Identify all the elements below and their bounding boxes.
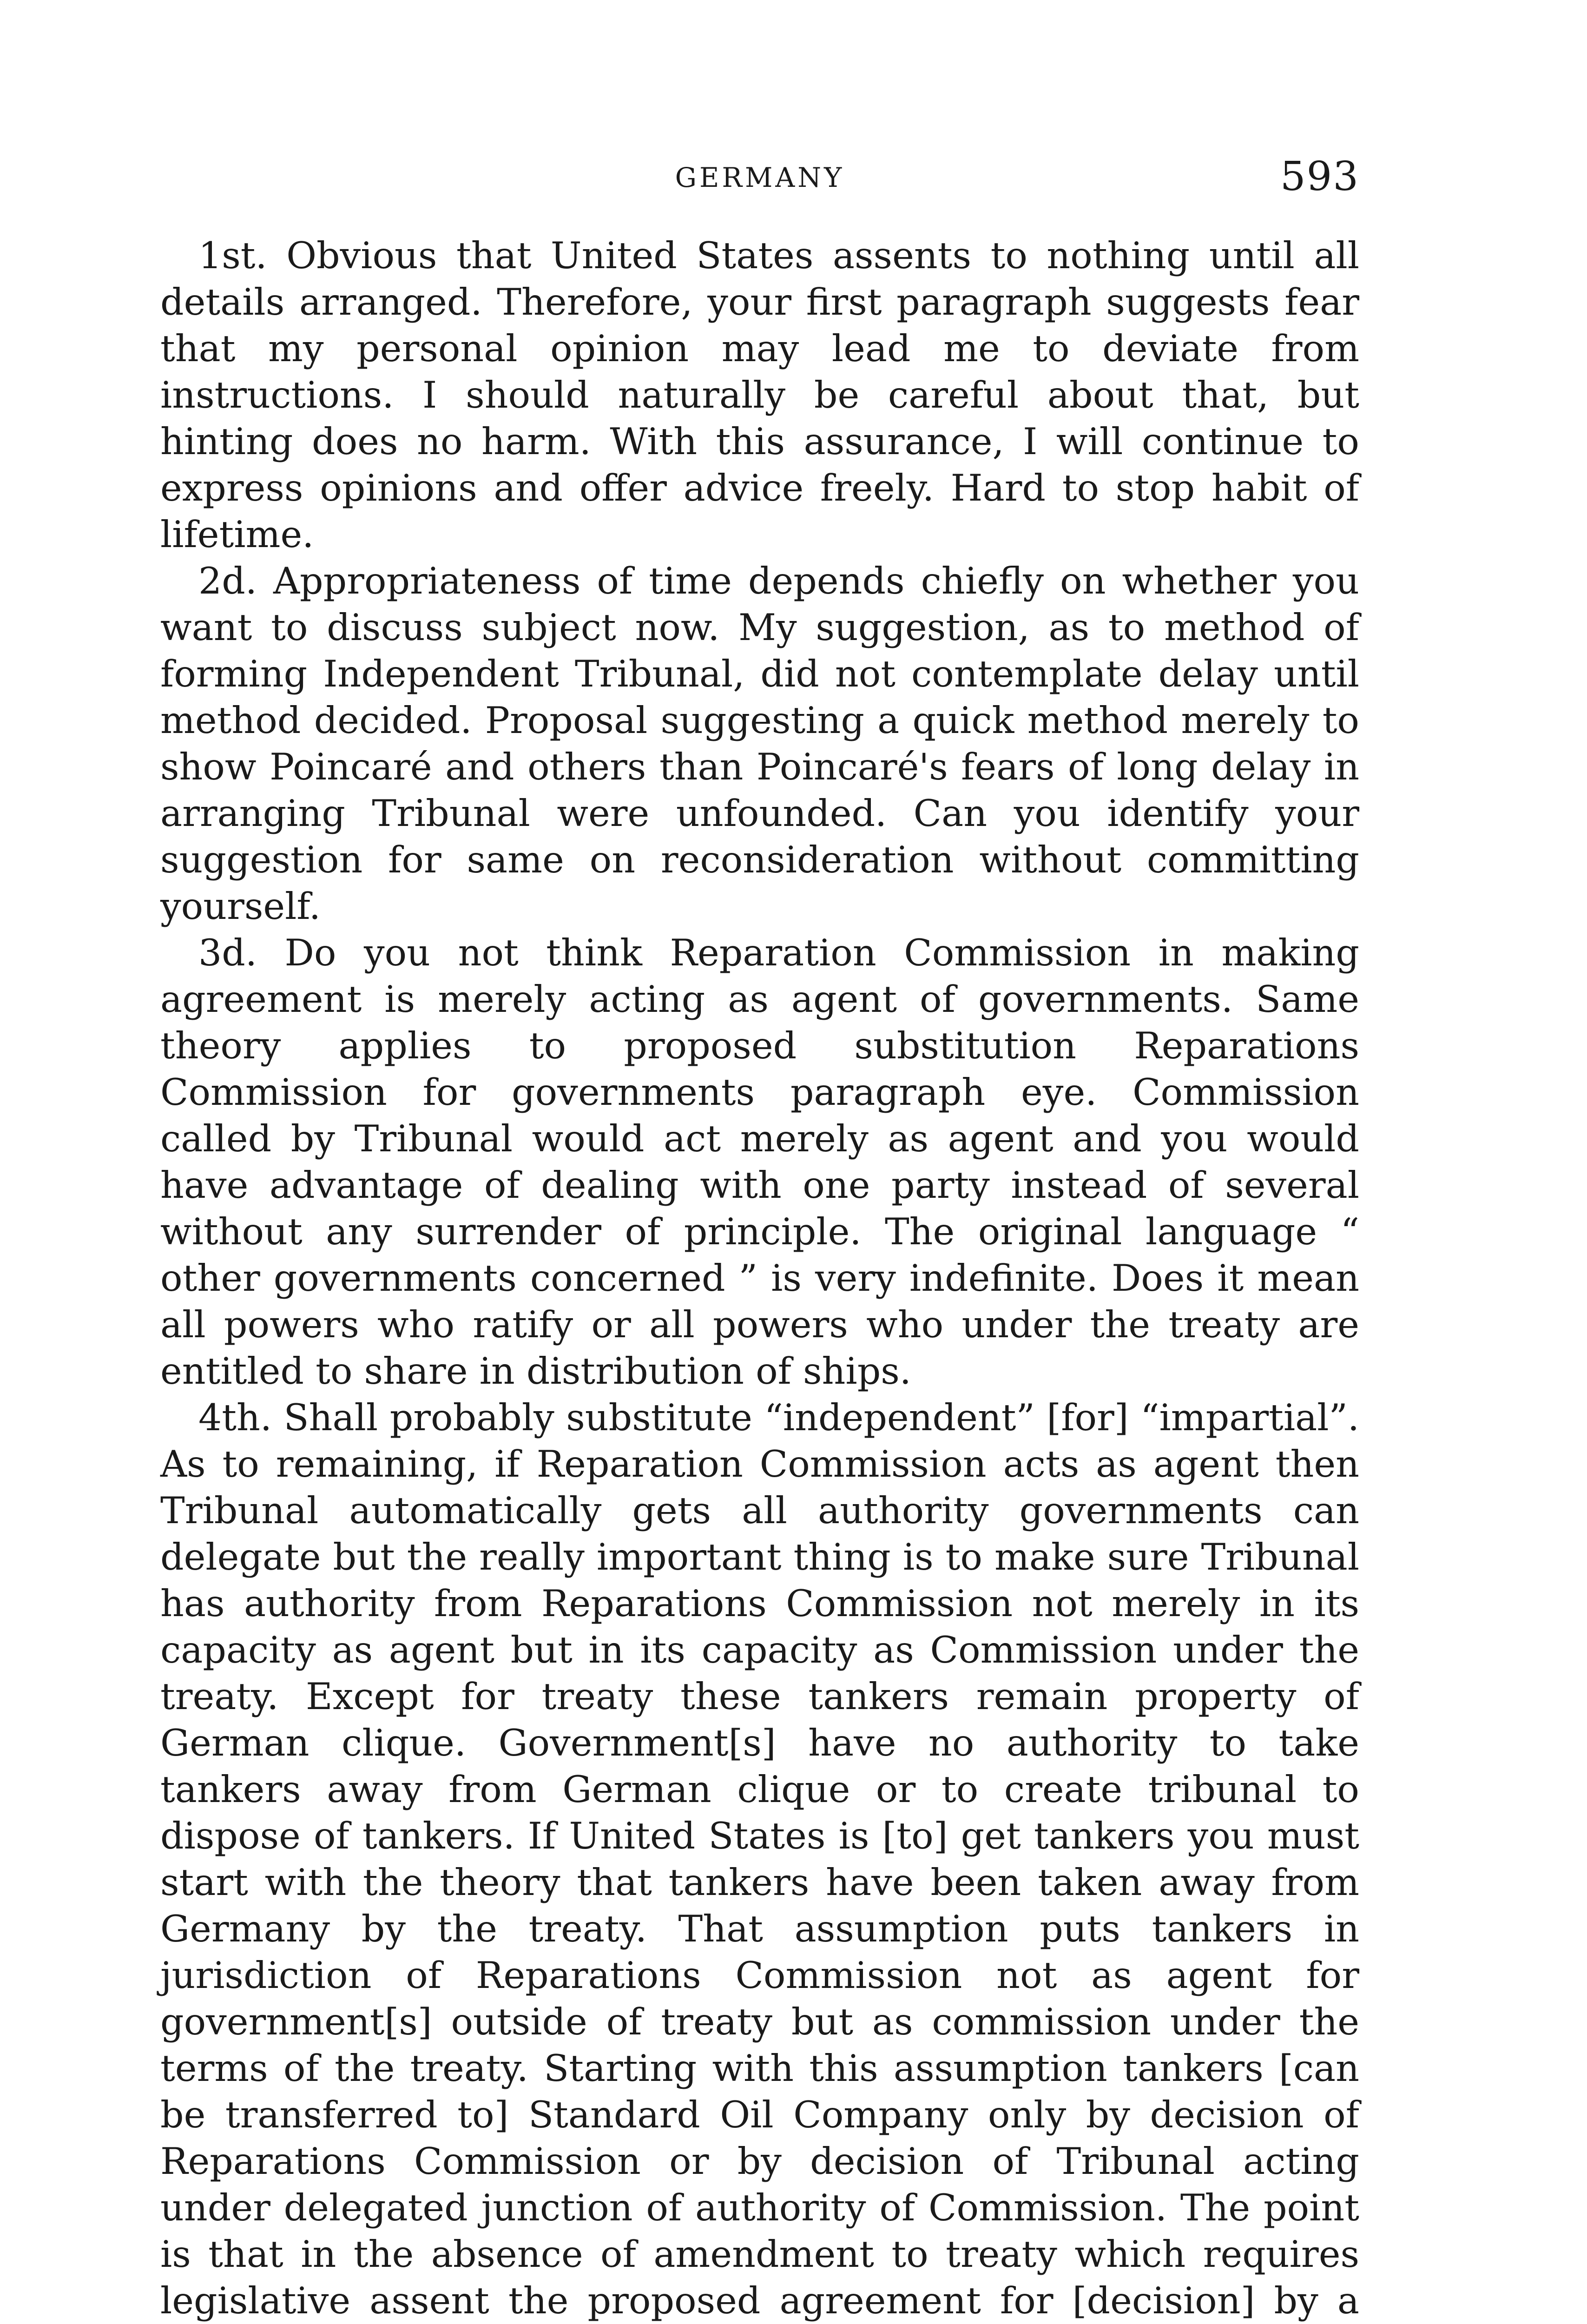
body-text xyxy=(160,232,1359,2324)
running-title: GERMANY xyxy=(675,162,845,193)
paragraph-1st: 1st. Obvious that United States assents to nothing until all details arranged. Therefore, your first paragraph suggests fear that my personal opinion may lead me to deviate from instructions. I should naturally be careful about that, but hinting does no harm. With this assurance, I will continue to express opinions and offer advice freely. Hard to stop habit of lifetime. xyxy=(160,234,1359,556)
paragraph-2d: 2d. Appropriateness of time depends chiefly on whether you want to discuss subject now. My suggestion, as to method of forming Independent Tribunal, did not contemplate delay until method decided. Proposal suggesting a quick method merely to show Poincaré and others than Poincaré's fears of long delay in arranging Tribunal were unfounded. Can you identify your suggestion for same on reconsideration without committing yourself. xyxy=(160,560,1359,928)
running-head xyxy=(160,153,1359,209)
page-number: 593 xyxy=(1280,153,1359,200)
paragraph-3d: 3d. Do you not think Reparation Commission in making agreement is merely acting as agent of governments. Same theory applies to proposed substitution Reparations Commission for governments paragraph eye. Commission called by Tribunal would act merely as agent and you would have advantage of dealing with one party instead of several without any surrender of principle. The original language “ other governments concerned ” is very indefinite. Does it mean all powers who ratify or all powers who under the treaty are entitled to share in distribution of ships. xyxy=(160,931,1359,1393)
paragraph-4th: 4th. Shall probably substitute “independent” [for] “impartial”. As to remaining, if Reparation Commission acts as agent then Tribunal automatically gets all authority governments can delegate but the really important thing is to make sure Tribunal has authority from Reparations Commission not merely in its capacity as agent but in its capacity as Commission under the treaty. Except for treaty these tankers remain property of German clique. Government[s] have no authority to take tankers away from German clique or to create tribunal to dispose of tankers. If United States is [to] get tankers you must start with the theory that tankers have been taken away from Germany by the treaty. That assumption puts tankers in jurisdiction of Reparations Commission not as agent for government[s] outside of treaty but as commission under the terms of the treaty. Starting with this assumption tankers [can be transferred to] Standard Oil Company only by decision of Reparations Commission or by decision of Tribunal acting under delegated junction of authority of Commission. The point is that in the absence of amendment to treaty which requires legislative assent the proposed agreement for [decision] by a xyxy=(160,1396,1359,2322)
